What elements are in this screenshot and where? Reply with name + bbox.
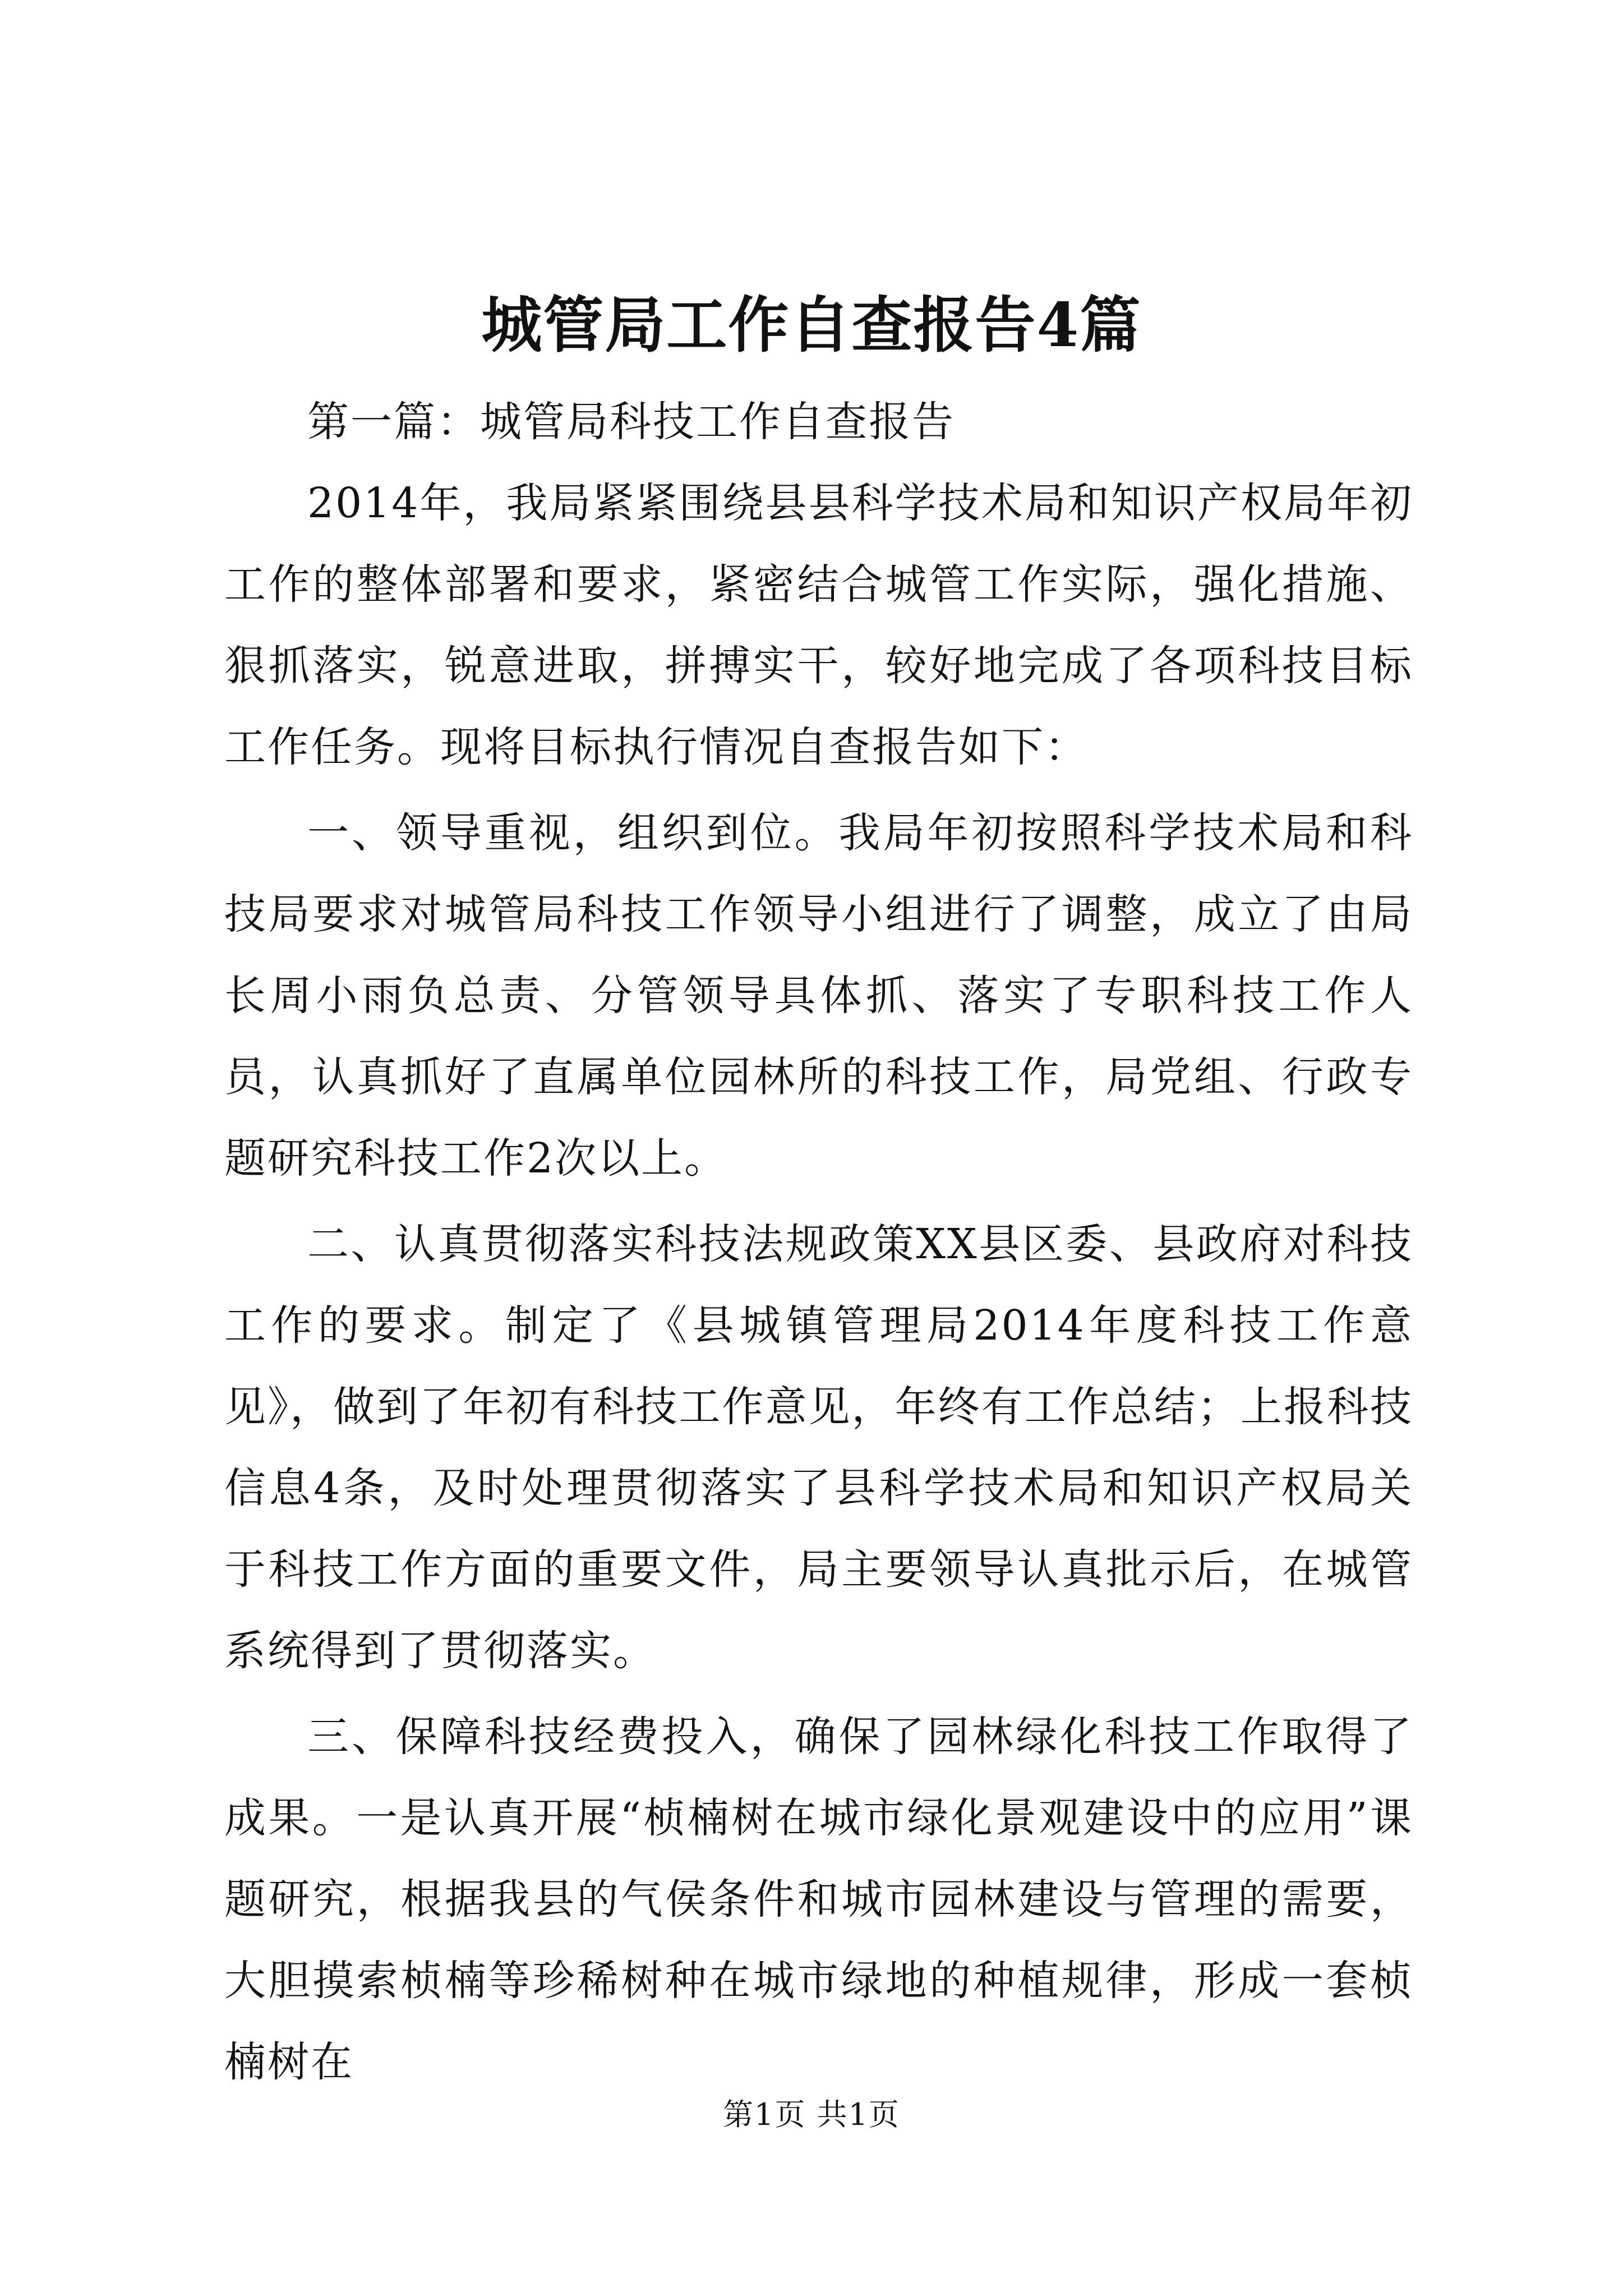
paragraph-funding: 三、保障科技经费投入，确保了园林绿化科技工作取得了成果。一是认真开展“桢楠树在城市绿化景观建设中的应用”课题研究，根据我县的气侯条件和城市园林建设与管理的需要，大胆摸索桢楠等珍稀树种在城市绿地的种植规律，形成一套桢楠树在 — [224, 1713, 1413, 2086]
paragraph-leadership: 一、领导重视，组织到位。我局年初按照科学技术局和科技局要求对城管局科技工作领导小组进行了调整，成立了由局长周小雨负总责、分管领导具体抓、落实了专职科技工作人员，认真抓好了直属单位园林所的科技工作，局党组、行政专题研究科技工作2次以上。 — [224, 809, 1413, 1182]
document-body — [224, 381, 1413, 2103]
page-footer: 第1页 共1页 — [723, 2097, 900, 2132]
section-heading: 第一篇：城管局科技工作自查报告 — [307, 398, 955, 446]
paragraph-intro: 2014年，我局紧紧围绕县县科学技术局和知识产权局年初工作的整体部署和要求，紧密结合城管工作实际，强化措施、狠抓落实，锐意进取，拼搏实干，较好地完成了各项科技目标工作任务。现将目标执行情况自查报告如下： — [224, 479, 1413, 771]
document-title: 城管局工作自查报告4篇 — [481, 290, 1142, 361]
paragraph-policy: 二、认真贯彻落实科技法规政策XX县区委、县政府对科技工作的要求。制定了《县城镇管理局2014年度科技工作意见》，做到了年初有科技工作意见，年终有工作总结；上报科技信息4条，及时处理贯彻落实了县科学技术局和知识产权局关于科技工作方面的重要文件，局主要领导认真批示后，在城管系统得到了贯彻落实。 — [224, 1220, 1413, 1675]
